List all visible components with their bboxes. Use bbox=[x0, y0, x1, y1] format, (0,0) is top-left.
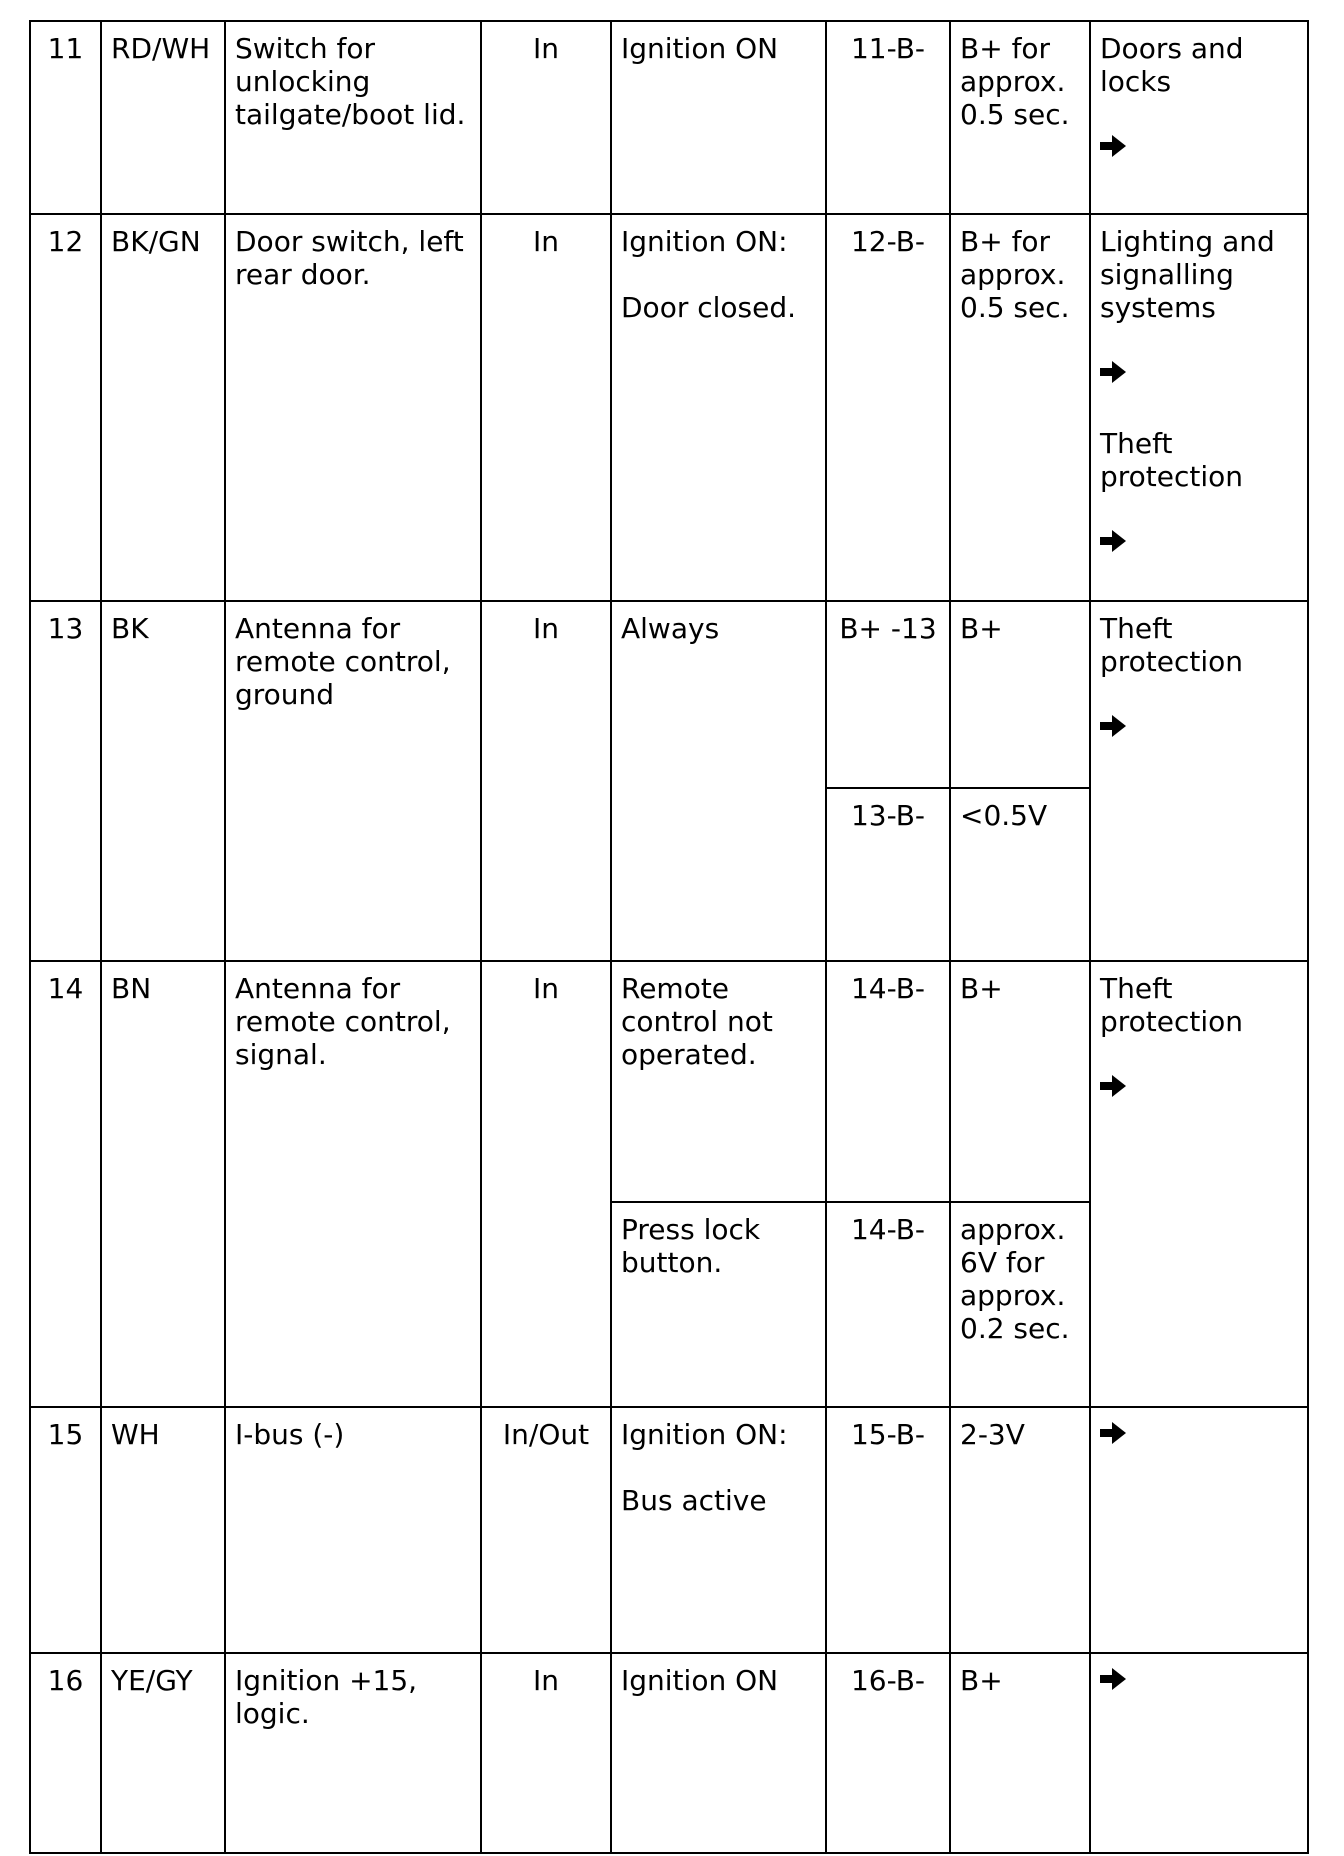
component-description: Ignition +15, logic. bbox=[225, 1653, 481, 1853]
condition-line: Ignition ON: bbox=[621, 1418, 788, 1451]
test-condition bbox=[611, 1202, 826, 1407]
test-point: 14-B- bbox=[826, 961, 950, 1202]
test-condition bbox=[611, 961, 826, 1202]
table-row bbox=[30, 214, 1308, 601]
nominal-value: B+ bbox=[950, 1653, 1090, 1853]
table-row bbox=[30, 601, 1308, 788]
nominal-value: B+ bbox=[950, 961, 1090, 1202]
nominal-value: B+ for approx. 0.5 sec. bbox=[950, 214, 1090, 601]
nominal-value: <0.5V bbox=[950, 788, 1090, 961]
right-arrow-icon[interactable] bbox=[1100, 1422, 1298, 1455]
component-description: Door switch, left rear door. bbox=[225, 214, 481, 601]
test-point: 13-B- bbox=[826, 788, 950, 961]
signal-direction: In bbox=[481, 961, 611, 1407]
pin-number: 14 bbox=[30, 961, 101, 1407]
condition-line: Ignition ON: bbox=[621, 225, 788, 258]
wire-color: BK bbox=[101, 601, 225, 961]
signal-direction: In bbox=[481, 601, 611, 961]
right-arrow-icon[interactable] bbox=[1100, 135, 1298, 168]
reference-link[interactable]: Lighting and signalling systems bbox=[1100, 225, 1275, 324]
condition-line: Remote control not operated. bbox=[621, 972, 773, 1071]
right-arrow-icon[interactable] bbox=[1100, 1075, 1298, 1108]
table-row bbox=[30, 1653, 1308, 1853]
wire-color: WH bbox=[101, 1407, 225, 1653]
condition-line: Ignition ON bbox=[621, 1664, 779, 1697]
test-point: 11-B- bbox=[826, 21, 950, 214]
wire-color: RD/WH bbox=[101, 21, 225, 214]
test-condition bbox=[611, 214, 826, 601]
right-arrow-icon[interactable] bbox=[1100, 715, 1298, 748]
reference-link[interactable]: Doors and locks bbox=[1100, 32, 1244, 98]
right-arrow-icon[interactable] bbox=[1100, 361, 1298, 394]
pin-number: 15 bbox=[30, 1407, 101, 1653]
test-point: 15-B- bbox=[826, 1407, 950, 1653]
wire-color: BN bbox=[101, 961, 225, 1407]
right-arrow-icon[interactable] bbox=[1100, 1668, 1298, 1701]
test-condition bbox=[611, 601, 826, 961]
condition-line: Press lock button. bbox=[621, 1213, 761, 1279]
pin-number: 16 bbox=[30, 1653, 101, 1853]
reference-cell bbox=[1090, 21, 1308, 214]
reference-link[interactable]: Theft protection bbox=[1100, 972, 1244, 1038]
condition-line: Always bbox=[621, 612, 720, 645]
test-condition bbox=[611, 1653, 826, 1853]
reference-link[interactable]: Theft protection bbox=[1100, 427, 1244, 493]
condition-line: Bus active bbox=[621, 1484, 767, 1517]
pin-number: 11 bbox=[30, 21, 101, 214]
nominal-value: B+ for approx. 0.5 sec. bbox=[950, 21, 1090, 214]
table-row bbox=[30, 961, 1308, 1202]
signal-direction: In bbox=[481, 21, 611, 214]
reference-cell bbox=[1090, 961, 1308, 1407]
nominal-value: 2-3V bbox=[950, 1407, 1090, 1653]
test-point: B+ -13 bbox=[826, 601, 950, 788]
test-condition bbox=[611, 21, 826, 214]
signal-direction: In bbox=[481, 1653, 611, 1853]
condition-line: Door closed. bbox=[621, 291, 797, 324]
nominal-value: approx. 6V for approx. 0.2 sec. bbox=[950, 1202, 1090, 1407]
test-point: 14-B- bbox=[826, 1202, 950, 1407]
table-row bbox=[30, 21, 1308, 214]
reference-cell bbox=[1090, 601, 1308, 961]
component-description: Antenna for remote control, signal. bbox=[225, 961, 481, 1407]
test-condition bbox=[611, 1407, 826, 1653]
pin-number: 12 bbox=[30, 214, 101, 601]
component-description: Switch for unlocking tailgate/boot lid. bbox=[225, 21, 481, 214]
signal-direction: In/Out bbox=[481, 1407, 611, 1653]
reference-cell bbox=[1090, 1653, 1308, 1853]
component-description: I-bus (-) bbox=[225, 1407, 481, 1653]
test-point: 12-B- bbox=[826, 214, 950, 601]
reference-cell bbox=[1090, 1407, 1308, 1653]
test-point: 16-B- bbox=[826, 1653, 950, 1853]
table-row bbox=[30, 1407, 1308, 1653]
pin-number: 13 bbox=[30, 601, 101, 961]
reference-cell bbox=[1090, 214, 1308, 601]
reference-link[interactable]: Theft protection bbox=[1100, 612, 1244, 678]
wire-color: BK/GN bbox=[101, 214, 225, 601]
condition-line: Ignition ON bbox=[621, 32, 779, 65]
component-description: Antenna for remote control, ground bbox=[225, 601, 481, 961]
wire-color: YE/GY bbox=[101, 1653, 225, 1853]
right-arrow-icon[interactable] bbox=[1100, 530, 1298, 563]
signal-direction: In bbox=[481, 214, 611, 601]
pin-table bbox=[29, 20, 1309, 1854]
nominal-value: B+ bbox=[950, 601, 1090, 788]
